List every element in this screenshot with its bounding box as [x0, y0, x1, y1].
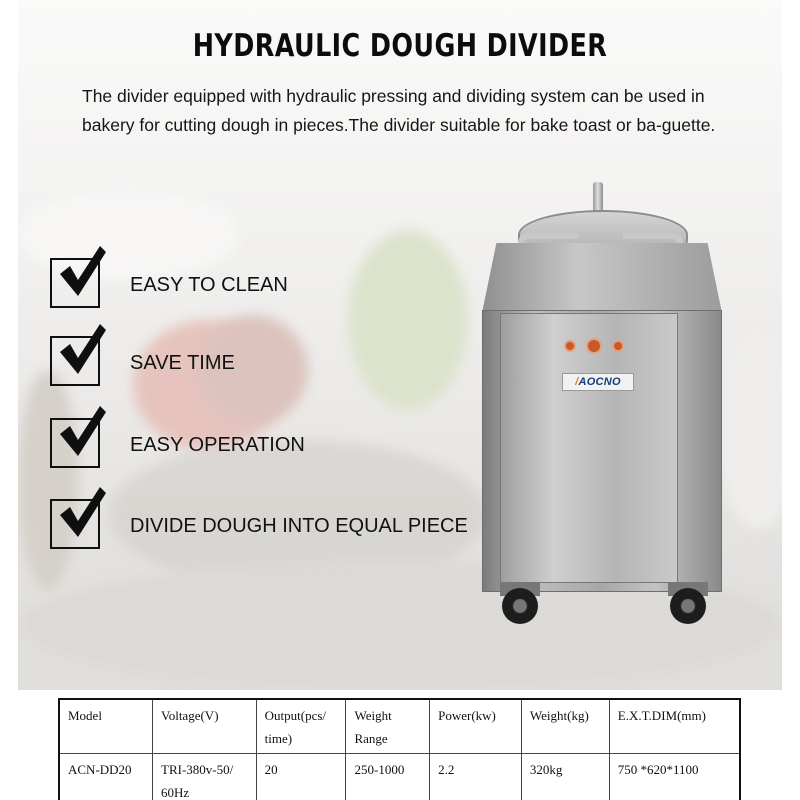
caster-wheel — [670, 588, 706, 624]
table-header-cell: Power(kw) — [430, 699, 522, 754]
feature-item-divide-dough — [48, 491, 508, 551]
feature-item-easy-operation — [48, 410, 508, 470]
table-cell: 250-1000 — [346, 754, 430, 800]
table-header-cell: Weight Range — [346, 699, 430, 754]
caster-wheel — [502, 588, 538, 624]
brand-plate: /AOCNO — [562, 373, 634, 391]
control-knob — [564, 340, 576, 352]
table-cell: 750 *620*1100 — [609, 754, 740, 800]
table-header-cell: Voltage(V) — [153, 699, 257, 754]
feature-label: DIVIDE DOUGH INTO EQUAL PIECE — [130, 515, 468, 537]
checkmark-icon — [56, 485, 108, 541]
table-cell: ACN-DD20 — [59, 754, 153, 800]
feature-item-save-time — [48, 328, 508, 388]
control-knob — [612, 340, 624, 352]
feature-label: SAVE TIME — [130, 352, 235, 374]
product-description: The divider equipped with hydraulic pressing and dividing system can be used in bakery for cutting dough in pieces.The divider suitable for bake toast or ba-guette. — [82, 86, 716, 135]
table-cell: 320kg — [521, 754, 609, 800]
table-cell: 2.2 — [430, 754, 522, 800]
table-header-cell: E.X.T.DIM(mm) — [609, 699, 740, 754]
dough-divider-machine-image — [478, 178, 728, 633]
checkmark-icon — [56, 244, 108, 300]
table-header-cell: Model — [59, 699, 153, 754]
spec-table — [58, 698, 741, 800]
table-cell: TRI-380v-50/ 60Hz — [153, 754, 257, 800]
checkmark-icon — [56, 322, 108, 378]
page-title: HYDRAULIC DOUGH DIVIDER — [192, 28, 608, 64]
table-header-cell: Output(pcs/ time) — [256, 699, 346, 754]
table-row — [59, 754, 740, 800]
checkmark-icon — [56, 404, 108, 460]
feature-item-easy-to-clean — [48, 250, 508, 310]
feature-label: EASY OPERATION — [130, 434, 305, 456]
table-header-row — [59, 699, 740, 754]
table-header-cell: Weight(kg) — [521, 699, 609, 754]
table-cell: 20 — [256, 754, 346, 800]
feature-label: EASY TO CLEAN — [130, 274, 288, 296]
control-knob — [586, 338, 602, 354]
